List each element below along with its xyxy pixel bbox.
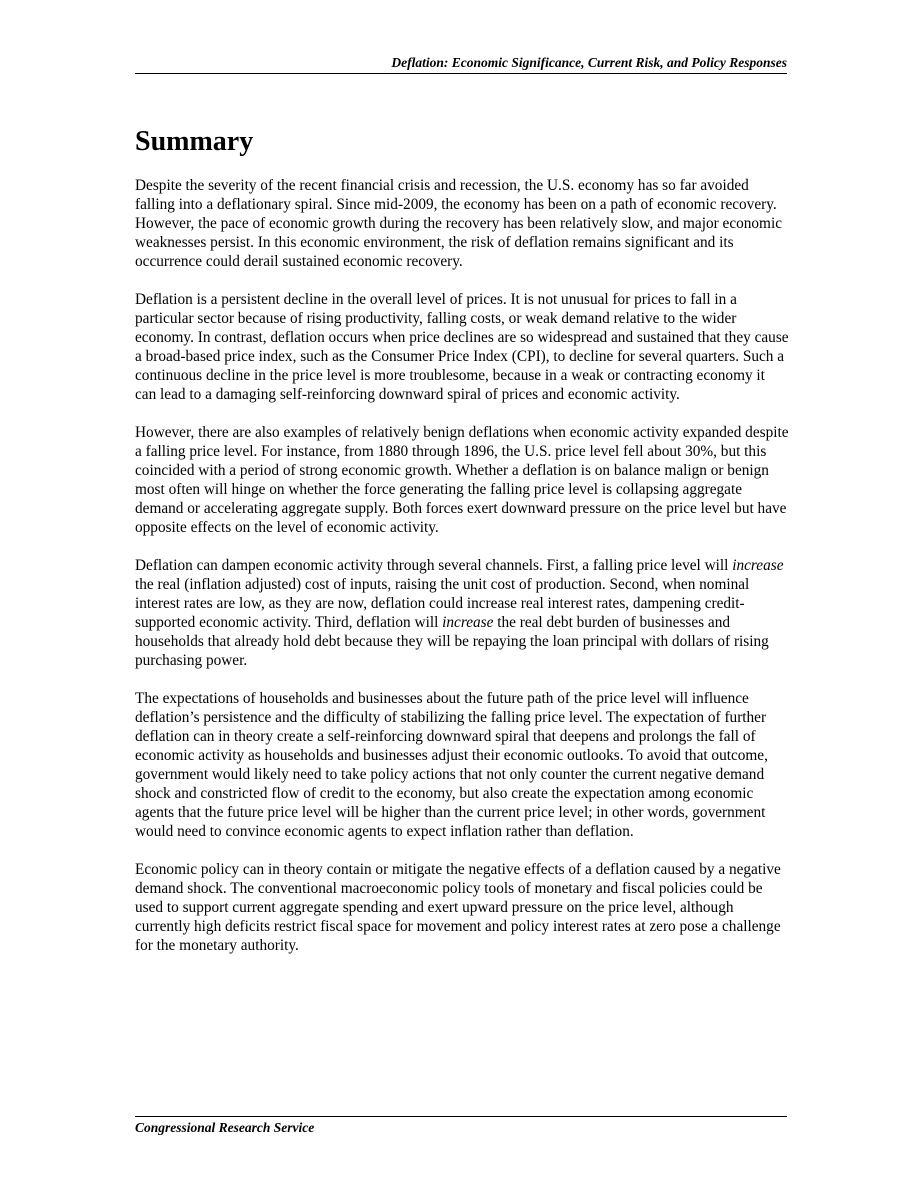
page-title: Summary <box>135 126 254 157</box>
running-footer: Congressional Research Service <box>135 1120 315 1135</box>
paragraph-4 <box>135 556 789 670</box>
paragraph-6: Economic policy can in theory contain or mitigate the negative effects of a deflation caused by a negative demand shock. The conventional macroeconomic policy tools of monetary and fiscal policies could be used to support current aggregate spending and exert upward pressure on the price level, although currently high deficits restrict fiscal space for movement and policy interest rates at zero pose a challenge for the monetary authority. <box>135 861 781 954</box>
emphasis-increase-2: increase <box>442 614 494 631</box>
paragraph-4-text-3: the real debt burden of businesses and households that already hold debt because they will be repaying the loan principal with dollars of rising purchasing power. <box>135 614 769 669</box>
summary-body <box>135 176 789 974</box>
running-header: Deflation: Economic Significance, Current Risk, and Policy Responses <box>391 55 787 70</box>
paragraph-1: Despite the severity of the recent financial crisis and recession, the U.S. economy has so far avoided falling into a deflationary spiral. Since mid-2009, the economy has been on a path of economic recovery. However, the pace of economic growth during the recovery has been relatively slow, and major economic weaknesses persist. In this economic environment, the risk of deflation remains significant and its occurrence could derail sustained economic recovery. <box>135 177 782 270</box>
paragraph-4-text-1: Deflation can dampen economic activity through several channels. First, a falling price level will <box>135 557 733 574</box>
paragraph-2: Deflation is a persistent decline in the overall level of prices. It is not unusual for prices to fall in a particular sector because of rising productivity, falling costs, or weak demand relative to the wider economy. In contrast, deflation occurs when price declines are so widespread and sustained that they cause a broad-based price index, such as the Consumer Price Index (CPI), to decline for several quarters. Such a continuous decline in the price level is more troublesome, because in a weak or contracting economy it can lead to a damaging self-reinforcing downward spiral of prices and economic activity. <box>135 291 789 403</box>
paragraph-4-text-2: the real (inflation adjusted) cost of inputs, raising the unit cost of production. Second, when nominal interest rates are low, as they are now, deflation could increase real interest rates, dampening credit-supported economic activity. Third, deflation will <box>135 576 750 631</box>
paragraph-5: The expectations of households and businesses about the future path of the price level will influence deflation’s persistence and the difficulty of stabilizing the falling price level. The expectation of further deflation can in theory create a self-reinforcing downward spiral that deepens and prolongs the fall of economic activity as households and businesses adjust their economic outlooks. To avoid that outcome, government would likely need to take policy actions that not only counter the current negative demand shock and constricted flow of credit to the economy, but also create the expectation among economic agents that the future price level will be higher than the current price level; in other words, government would need to convince economic agents to expect inflation rather than deflation. <box>135 690 768 840</box>
footer-divider <box>135 1116 787 1117</box>
header-divider <box>135 73 787 74</box>
emphasis-increase-1: increase <box>732 557 784 574</box>
paragraph-3: However, there are also examples of relatively benign deflations when economic activity expanded despite a falling price level. For instance, from 1880 through 1896, the U.S. price level fell about 30%, but this coincided with a period of strong economic growth. Whether a deflation is on balance malign or benign most often will hinge on whether the force generating the falling price level is collapsing aggregate demand or accelerating aggregate supply. Both forces exert downward pressure on the price level but have opposite effects on the level of economic activity. <box>135 424 789 536</box>
